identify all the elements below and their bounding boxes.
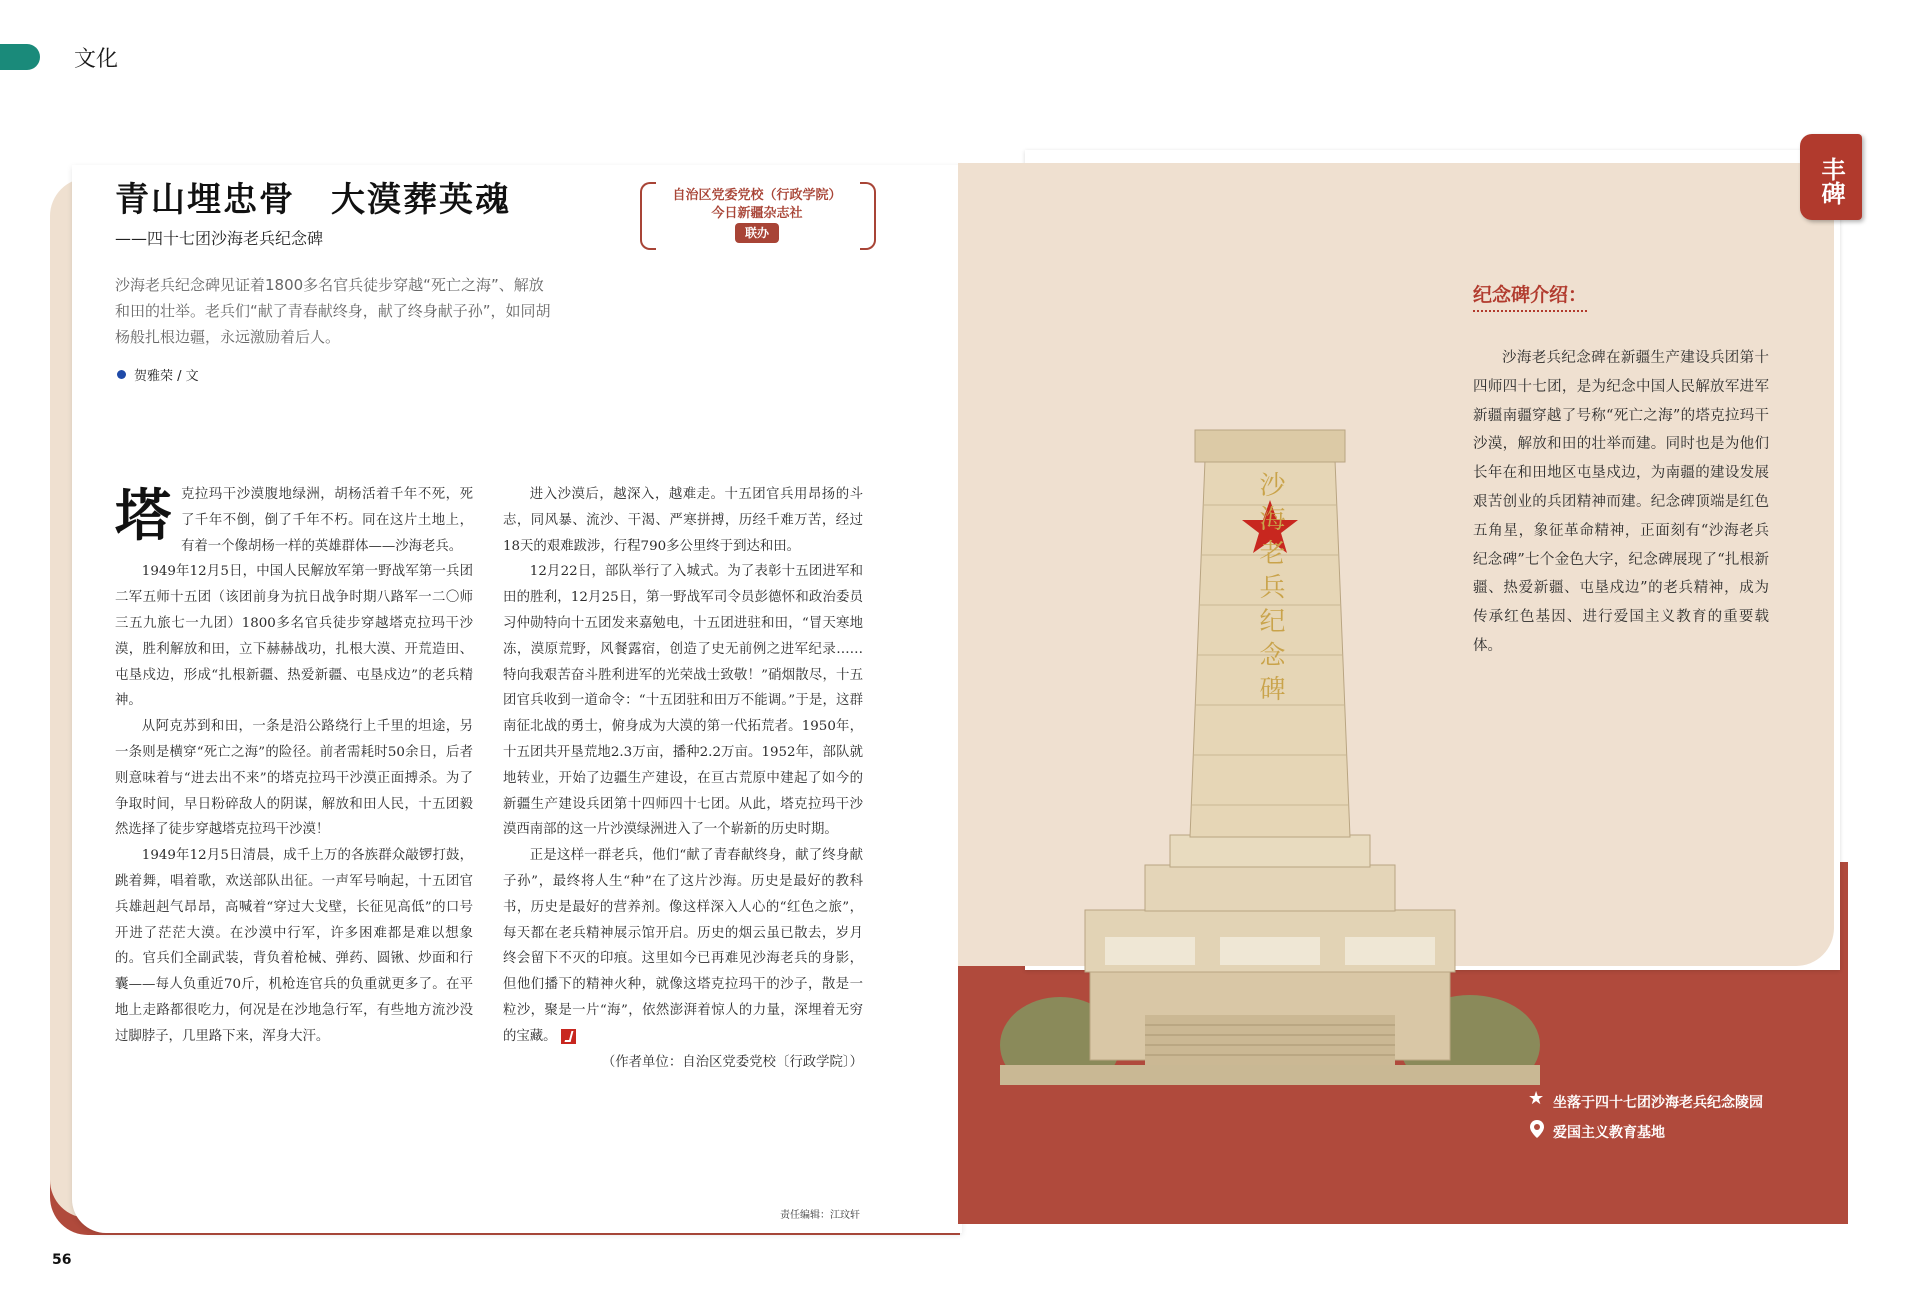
paragraph-text: 克拉玛干沙漠腹地绿洲，胡杨活着千年不死，死了千年不倒，倒了千年不朽。同在这片土地上，有着一个像胡杨一样的英雄群体——沙海老兵。 bbox=[181, 487, 473, 554]
monument-illustration bbox=[1000, 425, 1540, 1085]
badge-tag: 联办 bbox=[735, 223, 779, 243]
end-mark-icon bbox=[561, 1029, 576, 1044]
relief-panel bbox=[1220, 937, 1320, 965]
author-affiliation: （作者单位：自治区党委党校〔行政学院〕） bbox=[601, 1054, 863, 1070]
paragraph: 1949年12月5日，中国人民解放军第一野战军第一兵团二军五师十五团（该团前身为抗日战争时期八路军一二〇师三五九旅七一九团）1800多名官兵徒步穿越塔克拉玛干沙漠，胜利解放和田，立下赫赫战功，扎根大漠、开荒造田、屯垦戍边，形成“扎根新疆、热爱新疆、屯垦戍边”的老兵精神。 bbox=[115, 564, 473, 709]
paragraph: 12月22日，部队举行了入城式。为了表彰十五团进军和田的胜利，12月25日，第一野战军司令员彭德怀和政治委员习仲勋特向十五团发来嘉勉电，十五团进驻和田，“冒天寒地冻，漠原荒野，风餐露宿，创造了史无前例之进军纪录……特向我艰苦奋斗胜利进军的光荣战士致敬！”硝烟散尽，十五团官兵收到一道命令：“十五团驻和田万不能调。”于是，这群南征北战的勇士，俯身成为大漠的第一代拓荒者。1950年，十五团共开垦荒地2.3万亩，播种2.2万亩。1952年，部队就地转业，开始了边疆生产建设，在亘古荒原中建起了如今的新疆生产建设兵团第十四师四十七团。从此，塔克拉玛干沙漠西南部的这一片沙漠绿洲进入了一个崭新的历史时期。 bbox=[503, 564, 863, 838]
relief-panel bbox=[1105, 937, 1195, 965]
location-pin-icon bbox=[1530, 1120, 1544, 1138]
paragraph bbox=[115, 482, 473, 559]
article-subtitle: ——四十七团沙海老兵纪念碑 bbox=[115, 229, 324, 248]
monument-inscription: 沙海老兵纪念碑 bbox=[1255, 471, 1285, 709]
editor-credit: 责任编辑：江玟轩 bbox=[780, 1210, 860, 1221]
monument-intro-text: 沙海老兵纪念碑在新疆生产建设兵团第十四师四十七团，是为纪念中国人民解放军进军新疆南疆穿越了号称“死亡之海”的塔克拉玛干沙漠，解放和田的壮举而建。同时也是为他们长年在和田地区屯垦戍边，为南疆的建设发展艰苦创业的兵团精神而建。纪念碑顶端是红色五角星，象征革命精神，正面刻有“沙海老兵纪念碑”七个金色大字，纪念碑展现了“扎根新疆、热爱新疆、屯垦戍边”的老兵精神，成为传承红色基因、进行爱国主义教育的重要载体。 bbox=[1473, 350, 1769, 654]
article-column-1 bbox=[115, 482, 473, 1050]
section-pill bbox=[0, 44, 40, 70]
paragraph-text: 正是这样一群老兵，他们“献了青春献终身，献了终身献子孙”，最终将人生“种”在了这片沙海。历史是最好的教科书，历史是最好的营养剂。像这样深入人心的“红色之旅”，每天都在老兵精神展示馆开启。历史的烟云虽已散去，岁月终会留下不灭的印痕。这里如今已再难见沙海老兵的身影，但他们播下的精神火种，就像这塔克拉玛干的沙子，散是一粒沙，聚是一片“海”，依然澎湃着惊人的力量，深埋着无穷的宝藏。 bbox=[503, 848, 863, 1044]
article-title: 青山埋忠骨 大漠葬英魂 bbox=[115, 180, 511, 220]
monument-ground bbox=[1000, 1065, 1540, 1085]
section-label: 文化 bbox=[74, 47, 119, 72]
caption-location: 坐落于四十七团沙海老兵纪念陵园 bbox=[1553, 1095, 1763, 1111]
monument-stairs bbox=[1145, 1015, 1395, 1070]
monument-intro-heading: 纪念碑介绍： bbox=[1473, 280, 1587, 312]
paragraph bbox=[503, 843, 863, 1049]
paragraph: 从阿克苏到和田，一条是沿公路绕行上千里的坦途，另一条则是横穿“死亡之海”的险径。前者需耗时50余日，后者则意味着与“进去出不来”的塔克拉玛干沙漠正面搏杀。为了争取时间，早日粉碎敌人的阴谋，解放和田人民，十五团毅然选择了徒步穿越塔克拉玛干沙漠！ bbox=[115, 719, 473, 838]
column-ribbon-label: 丰碑 bbox=[1817, 157, 1845, 205]
page-number: 56 bbox=[52, 1252, 72, 1268]
badge-line-2: 今日新疆杂志社 bbox=[711, 206, 803, 221]
monument-cap bbox=[1195, 430, 1345, 462]
dropcap: 塔 bbox=[115, 483, 171, 549]
article-column-2 bbox=[503, 482, 863, 1075]
relief-panel bbox=[1345, 937, 1435, 965]
paragraph: 1949年12月5日清晨，成千上万的各族群众敲锣打鼓，跳着舞，唱着歌，欢送部队出征。一声军号响起，十五团官兵雄赳赳气昂昂，高喊着“穿过大戈壁，长征见高低”的口号开进了茫茫大漠。在沙漠中行军，许多困难都是难以想象的。官兵们全副武装，背负着枪械、弹药、圆锹、炒面和行囊——每人负重近70斤，机枪连官兵的负重就更多了。在平地上走路都很吃力，何况是在沙地急行军，有些地方流沙没过脚脖子，几里路下来，浑身大汗。 bbox=[115, 848, 473, 1044]
star-icon: ★ bbox=[1528, 1088, 1545, 1109]
author-byline: 贺雅荣 / 文 bbox=[134, 369, 199, 384]
monument-tier bbox=[1145, 865, 1395, 911]
author-dot-icon bbox=[117, 370, 126, 379]
caption-base: 爱国主义教育基地 bbox=[1553, 1125, 1665, 1141]
monument-tier-upper bbox=[1170, 835, 1370, 867]
badge-line-1: 自治区党委党校（行政学院） bbox=[672, 188, 842, 203]
paragraph: 进入沙漠后，越深入，越难走。十五团官兵用昂扬的斗志，同风暴、流沙、干渴、严寒拼搏，历经千难万苦，经过18天的艰难跋涉，行程790多公里终于到达和田。 bbox=[503, 487, 863, 554]
article-intro: 沙海老兵纪念碑见证着1800多名官兵徒步穿越“死亡之海”、解放和田的壮举。老兵们“献了青春献终身，献了终身献子孙”，如同胡杨般扎根边疆，永远激励着后人。 bbox=[115, 276, 551, 346]
